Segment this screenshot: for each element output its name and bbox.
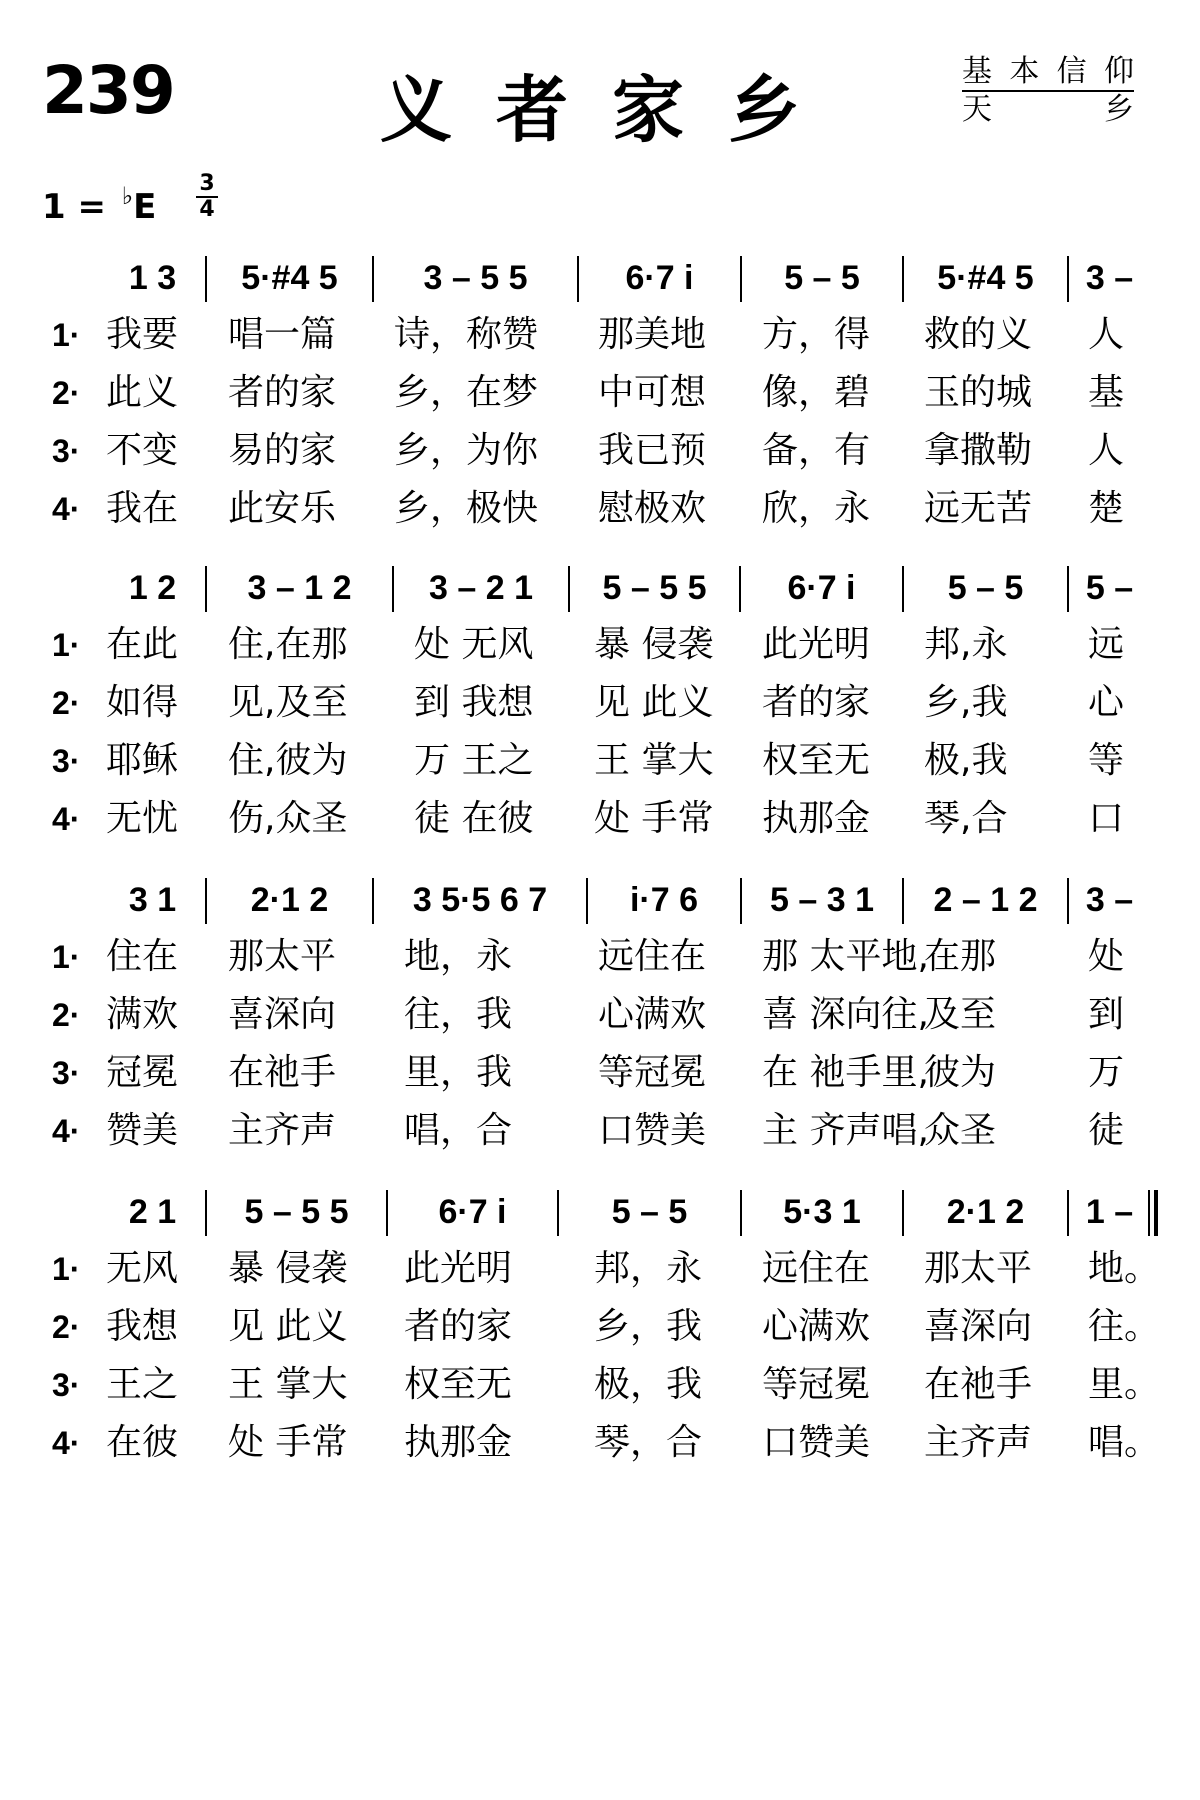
lyric-segment: 往，我 — [404, 994, 513, 1035]
verse-number: 2· — [52, 685, 81, 721]
lyric-segment: 冠冕 — [106, 1052, 179, 1093]
lyric-segment: 王 掌大 — [228, 1364, 348, 1405]
score-system — [0, 1184, 1200, 1472]
verse-number: 4· — [52, 801, 81, 837]
key-prefix: 1 = — [42, 187, 118, 227]
verse-number: 4· — [52, 1113, 81, 1149]
lyric-segment: 等冠冕 — [762, 1364, 871, 1405]
lyric-segment: 诗，称赞 — [394, 314, 539, 355]
measure: 1 3 — [128, 259, 177, 297]
lyric-segment: 执那金 — [404, 1422, 513, 1463]
lyric-segment: 在此 — [106, 624, 179, 665]
lyric-segment: 慰极欢 — [598, 488, 707, 529]
measure: 5 – — [1085, 569, 1134, 607]
lyric-segment: 到 我想 — [414, 682, 534, 723]
measure: 6·7 i — [625, 259, 694, 297]
lyric-segment: 见,及至 — [228, 682, 348, 723]
lyric-segment: 及至 — [924, 994, 997, 1035]
notation-row — [0, 250, 1200, 306]
measure: 5·#4 5 — [241, 259, 338, 297]
lyric-segment: 不变 — [106, 430, 179, 471]
lyric-segment: 方，得 — [762, 314, 871, 355]
lyric-row — [0, 1044, 1200, 1102]
measure: 6·7 i — [787, 569, 856, 607]
lyric-segment: 里。 — [1088, 1364, 1161, 1405]
lyric-row — [0, 1356, 1200, 1414]
lyric-segment: 喜深向 — [924, 1306, 1033, 1347]
lyric-row — [0, 480, 1200, 538]
lyric-segment: 口 — [1088, 798, 1125, 839]
lyric-row — [0, 928, 1200, 986]
lyric-row — [0, 790, 1200, 848]
lyric-segment: 如得 — [106, 682, 179, 723]
measure: 5 – 5 5 — [602, 569, 707, 607]
measure: 2 – 1 2 — [933, 881, 1038, 919]
lyric-segment: 乡，为你 — [394, 430, 539, 471]
lyric-segment: 我要 — [106, 314, 179, 355]
lyric-segment: 等 — [1088, 740, 1125, 781]
hymn-number: 239 — [42, 52, 174, 129]
lyric-segment: 权至无 — [404, 1364, 513, 1405]
lyric-segment: 等冠冕 — [598, 1052, 707, 1093]
lyric-segment: 欣，永 — [762, 488, 871, 529]
lyric-segment: 在彼 — [106, 1422, 179, 1463]
measure: i·7 6 — [629, 881, 699, 919]
lyric-segment: 者的家 — [228, 372, 337, 413]
score-system — [0, 872, 1200, 1160]
measure: 3 – — [1085, 259, 1134, 297]
lyric-segment: 此光明 — [762, 624, 871, 665]
measure: 2 1 — [128, 1193, 177, 1231]
measure: 1 2 — [128, 569, 177, 607]
lyric-segment: 备，有 — [762, 430, 871, 471]
lyric-segment: 见 此义 — [228, 1306, 348, 1347]
measure: 2·1 2 — [250, 881, 329, 919]
lyric-segment: 王之 — [106, 1364, 179, 1405]
time-signature-top: 3 — [196, 172, 218, 198]
lyric-segment: 地。 — [1088, 1248, 1161, 1289]
category-block — [962, 54, 1134, 128]
lyric-segment: 我已预 — [598, 430, 707, 471]
lyric-segment: 万 王之 — [414, 740, 534, 781]
lyric-segment: 心满欢 — [598, 994, 707, 1035]
measure: 5·#4 5 — [937, 259, 1034, 297]
measure: 2·1 2 — [946, 1193, 1025, 1231]
lyric-segment: 远无苦 — [924, 488, 1033, 529]
measure: 5 – 5 — [611, 1193, 688, 1231]
lyric-segment: 唱一篇 — [228, 314, 337, 355]
lyric-segment: 玉的城 — [924, 372, 1033, 413]
notation-row — [0, 560, 1200, 616]
lyric-segment: 住,在那 — [228, 624, 348, 665]
notation-row — [0, 1184, 1200, 1240]
lyric-segment: 暴 侵袭 — [228, 1248, 348, 1289]
verse-number: 1· — [52, 627, 81, 663]
lyric-segment: 楚 — [1088, 488, 1125, 529]
lyric-segment: 者的家 — [762, 682, 871, 723]
verse-number: 2· — [52, 997, 81, 1033]
lyric-row — [0, 674, 1200, 732]
lyric-segment: 拿撒勒 — [924, 430, 1033, 471]
lyric-segment: 那太平 — [228, 936, 337, 977]
lyric-segment: 耶稣 — [106, 740, 179, 781]
lyric-row — [0, 732, 1200, 790]
lyric-segment: 里，我 — [404, 1052, 513, 1093]
key-note: E — [133, 187, 157, 227]
verse-number: 2· — [52, 1309, 81, 1345]
measure: 5 – 5 — [784, 259, 860, 297]
lyric-segment: 此义 — [106, 372, 179, 413]
lyric-segment: 极,我 — [924, 740, 1008, 781]
flat-sign: ♭ — [121, 182, 134, 210]
lyric-segment: 心满欢 — [762, 1306, 871, 1347]
lyric-segment: 王 掌大 — [594, 740, 714, 781]
verse-number: 4· — [52, 1425, 81, 1461]
lyric-segment: 中可想 — [598, 372, 707, 413]
lyric-segment: 者的家 — [404, 1306, 513, 1347]
lyric-row — [0, 1102, 1200, 1160]
lyric-segment: 赞美 — [106, 1110, 179, 1151]
verse-number: 1· — [52, 1251, 81, 1287]
lyric-row — [0, 1240, 1200, 1298]
lyric-segment: 喜深向 — [228, 994, 337, 1035]
lyric-segment: 基 — [1088, 372, 1125, 413]
category-secondary: 天 乡 — [962, 92, 1134, 127]
lyric-segment: 在祂手 — [228, 1052, 337, 1093]
lyric-segment: 在 祂手里, — [762, 1052, 929, 1093]
lyric-segment: 往。 — [1088, 1306, 1161, 1347]
lyric-segment: 人 — [1088, 430, 1125, 471]
verse-number: 3· — [52, 1367, 81, 1403]
score-system — [0, 560, 1200, 848]
lyric-row — [0, 364, 1200, 422]
measure: 3 – 2 1 — [429, 569, 533, 607]
lyric-segment: 极，我 — [594, 1364, 703, 1405]
measure: 5 – 5 5 — [244, 1193, 349, 1231]
lyric-segment: 住在 — [106, 936, 179, 977]
verse-number: 1· — [52, 317, 81, 353]
lyric-segment: 那太平 — [924, 1248, 1033, 1289]
lyric-segment: 远住在 — [598, 936, 707, 977]
lyric-segment: 徒 在彼 — [414, 798, 534, 839]
lyric-segment: 喜 深向往, — [762, 994, 929, 1035]
lyric-segment: 那美地 — [598, 314, 707, 355]
lyric-segment: 乡,我 — [924, 682, 1008, 723]
lyric-row — [0, 306, 1200, 364]
verse-number: 3· — [52, 743, 81, 779]
lyric-segment: 权至无 — [762, 740, 871, 781]
lyric-segment: 远住在 — [762, 1248, 871, 1289]
lyric-segment: 众圣 — [924, 1110, 997, 1151]
lyric-row — [0, 616, 1200, 674]
lyric-segment: 救的义 — [924, 314, 1033, 355]
lyric-segment: 琴,合 — [924, 798, 1008, 839]
lyric-segment: 处 — [1088, 936, 1125, 977]
lyric-segment: 在那 — [924, 936, 997, 977]
hymn-title: 义者家乡 — [380, 68, 845, 152]
lyric-segment: 我在 — [106, 488, 179, 529]
lyric-segment: 伤,众圣 — [228, 798, 348, 839]
lyric-segment: 远 — [1088, 624, 1125, 665]
lyric-segment: 处 无风 — [414, 624, 534, 665]
score-system — [0, 250, 1200, 538]
lyric-segment: 琴，合 — [594, 1422, 703, 1463]
notation-row — [0, 872, 1200, 928]
lyric-segment: 像，碧 — [762, 372, 871, 413]
lyric-segment: 无风 — [106, 1248, 179, 1289]
lyric-segment: 住,彼为 — [228, 740, 348, 781]
key-signature — [42, 182, 156, 227]
lyric-segment: 无忧 — [106, 798, 179, 839]
lyric-segment: 乡，我 — [594, 1306, 703, 1347]
lyric-segment: 执那金 — [762, 798, 871, 839]
lyric-segment: 乡，在梦 — [394, 372, 539, 413]
lyric-segment: 此光明 — [404, 1248, 513, 1289]
lyric-segment: 徒 — [1088, 1110, 1125, 1151]
lyric-segment: 我想 — [106, 1306, 179, 1347]
lyric-segment: 处 手常 — [228, 1422, 348, 1463]
lyric-segment: 唱。 — [1088, 1422, 1161, 1463]
lyric-segment: 那 太平地, — [762, 936, 929, 977]
measure: 3 – — [1085, 881, 1134, 919]
lyric-segment: 在祂手 — [924, 1364, 1033, 1405]
time-signature-bottom: 4 — [199, 197, 215, 222]
lyric-row — [0, 422, 1200, 480]
lyric-segment: 易的家 — [228, 430, 337, 471]
measure: 3 – 5 5 — [423, 259, 528, 297]
measure: 3 5·5 6 7 — [412, 881, 548, 919]
lyric-segment: 万 — [1088, 1052, 1125, 1093]
verse-number: 3· — [52, 1055, 81, 1091]
lyric-segment: 暴 侵袭 — [594, 624, 714, 665]
lyric-segment: 主齐声 — [924, 1422, 1033, 1463]
measure: 5·3 1 — [783, 1193, 861, 1231]
verse-number: 2· — [52, 375, 81, 411]
lyric-segment: 见 此义 — [594, 682, 714, 723]
lyric-row — [0, 1298, 1200, 1356]
measure: 5 – 5 — [947, 569, 1024, 607]
lyric-segment: 此安乐 — [228, 488, 337, 529]
lyric-segment: 乡，极快 — [394, 488, 539, 529]
lyric-segment: 邦，永 — [594, 1248, 703, 1289]
measure: 6·7 i — [438, 1193, 507, 1231]
lyric-row — [0, 1414, 1200, 1472]
lyric-segment: 主 齐声唱, — [762, 1110, 929, 1151]
measure: 3 1 — [128, 881, 177, 919]
final-barline — [1154, 1190, 1158, 1236]
lyric-segment: 到 — [1088, 994, 1125, 1035]
lyric-segment: 满欢 — [106, 994, 179, 1035]
lyric-segment: 心 — [1088, 682, 1125, 723]
lyric-segment: 口赞美 — [762, 1422, 871, 1463]
final-barline-thin — [1148, 1190, 1150, 1236]
lyric-segment: 地，永 — [404, 936, 513, 977]
measure: 1 – — [1085, 1193, 1134, 1231]
lyric-segment: 主齐声 — [228, 1110, 337, 1151]
measure: 3 – 1 2 — [247, 569, 352, 607]
verse-number: 1· — [52, 939, 81, 975]
category-primary: 基本信仰 — [962, 54, 1134, 92]
lyric-segment: 人 — [1088, 314, 1125, 355]
verse-number: 4· — [52, 491, 81, 527]
lyric-segment: 邦,永 — [924, 624, 1008, 665]
lyric-segment: 唱，合 — [404, 1110, 513, 1151]
lyric-segment: 处 手常 — [594, 798, 714, 839]
verse-number: 3· — [52, 433, 81, 469]
lyric-segment: 彼为 — [924, 1052, 997, 1093]
lyric-row — [0, 986, 1200, 1044]
lyric-segment: 口赞美 — [598, 1110, 707, 1151]
measure: 5 – 3 1 — [770, 881, 874, 919]
time-signature — [196, 172, 218, 222]
